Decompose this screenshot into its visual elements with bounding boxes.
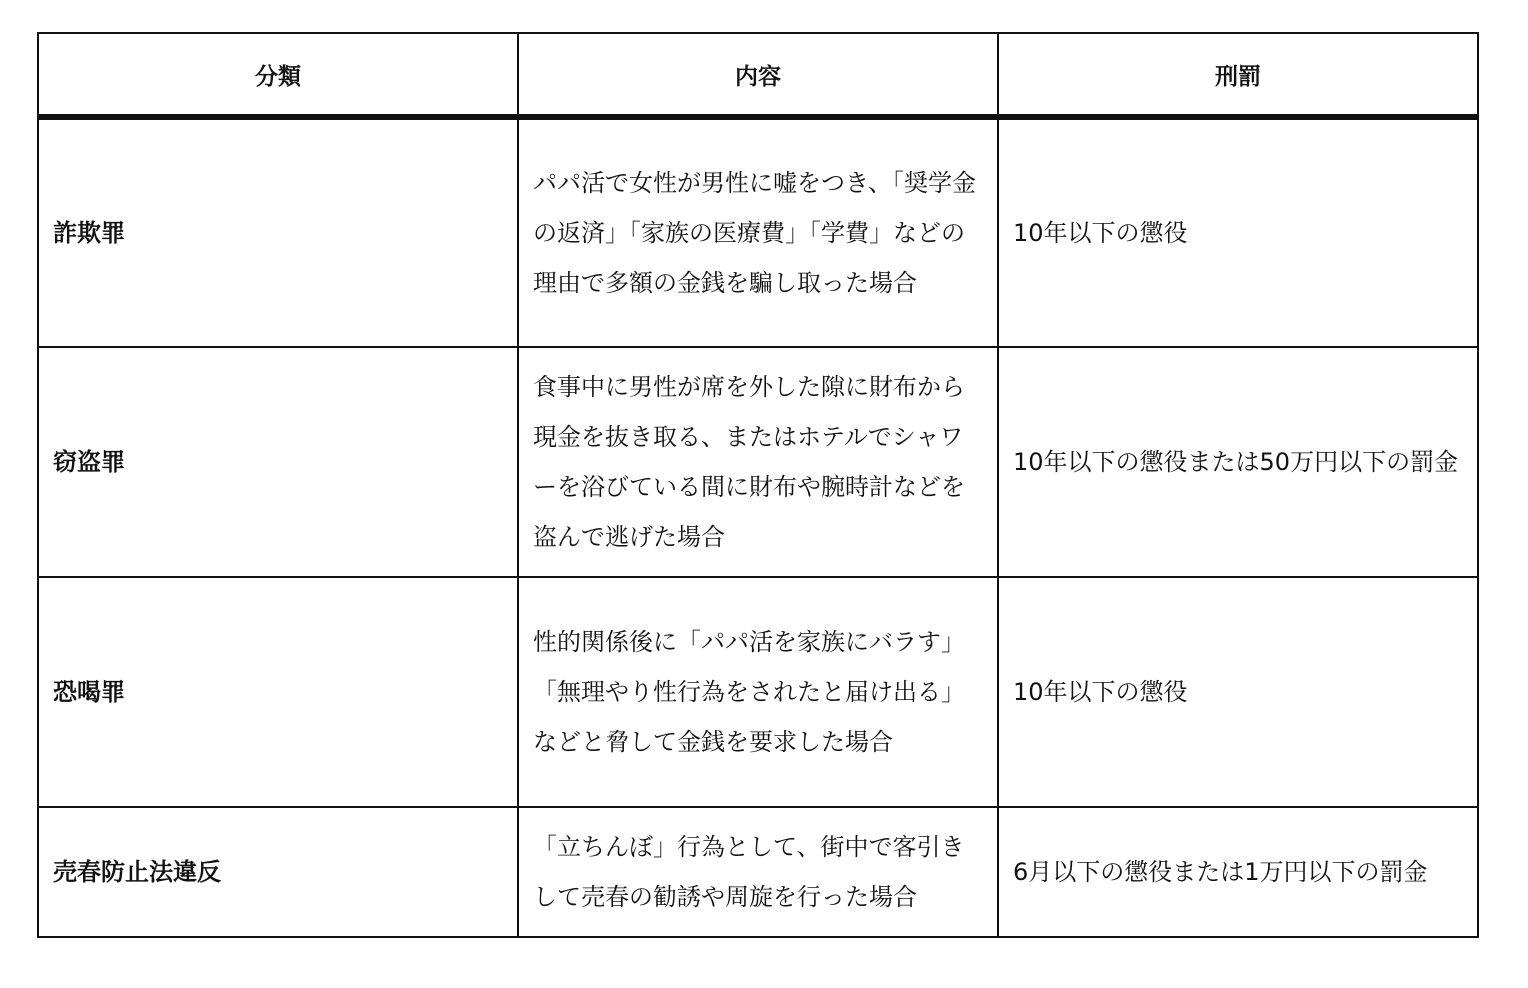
header-content: 内容 [518,33,998,117]
table-body [38,117,1478,937]
table-row [38,347,1478,577]
row-penalty: 6月以下の懲役または1万円以下の罰金 [998,807,1478,937]
header-penalty: 刑罰 [998,33,1478,117]
row-category: 詐欺罪 [38,117,518,347]
row-category: 売春防止法違反 [38,807,518,937]
row-penalty: 10年以下の懲役 [998,577,1478,807]
row-category: 恐喝罪 [38,577,518,807]
table-row [38,807,1478,937]
row-category: 窃盗罪 [38,347,518,577]
row-content: 食事中に男性が席を外した隙に財布から現金を抜き取る、またはホテルでシャワーを浴びている間に財布や腕時計などを盗んで逃げた場合 [518,347,998,577]
table-row [38,577,1478,807]
header-category: 分類 [38,33,518,117]
table-header [38,33,1478,117]
row-penalty: 10年以下の懲役 [998,117,1478,347]
row-content: 性的関係後に「パパ活を家族にバラす」「無理やり性行為をされたと届け出る」などと脅して金銭を要求した場合 [518,577,998,807]
row-penalty: 10年以下の懲役または50万円以下の罰金 [998,347,1478,577]
header-row [38,33,1478,117]
crime-penalty-table [37,32,1479,938]
row-content: パパ活で女性が男性に嘘をつき、「奨学金の返済」「家族の医療費」「学費」などの理由で多額の金銭を騙し取った場合 [518,117,998,347]
row-content: 「立ちんぼ」行為として、街中で客引きして売春の勧誘や周旋を行った場合 [518,807,998,937]
table-row [38,117,1478,347]
